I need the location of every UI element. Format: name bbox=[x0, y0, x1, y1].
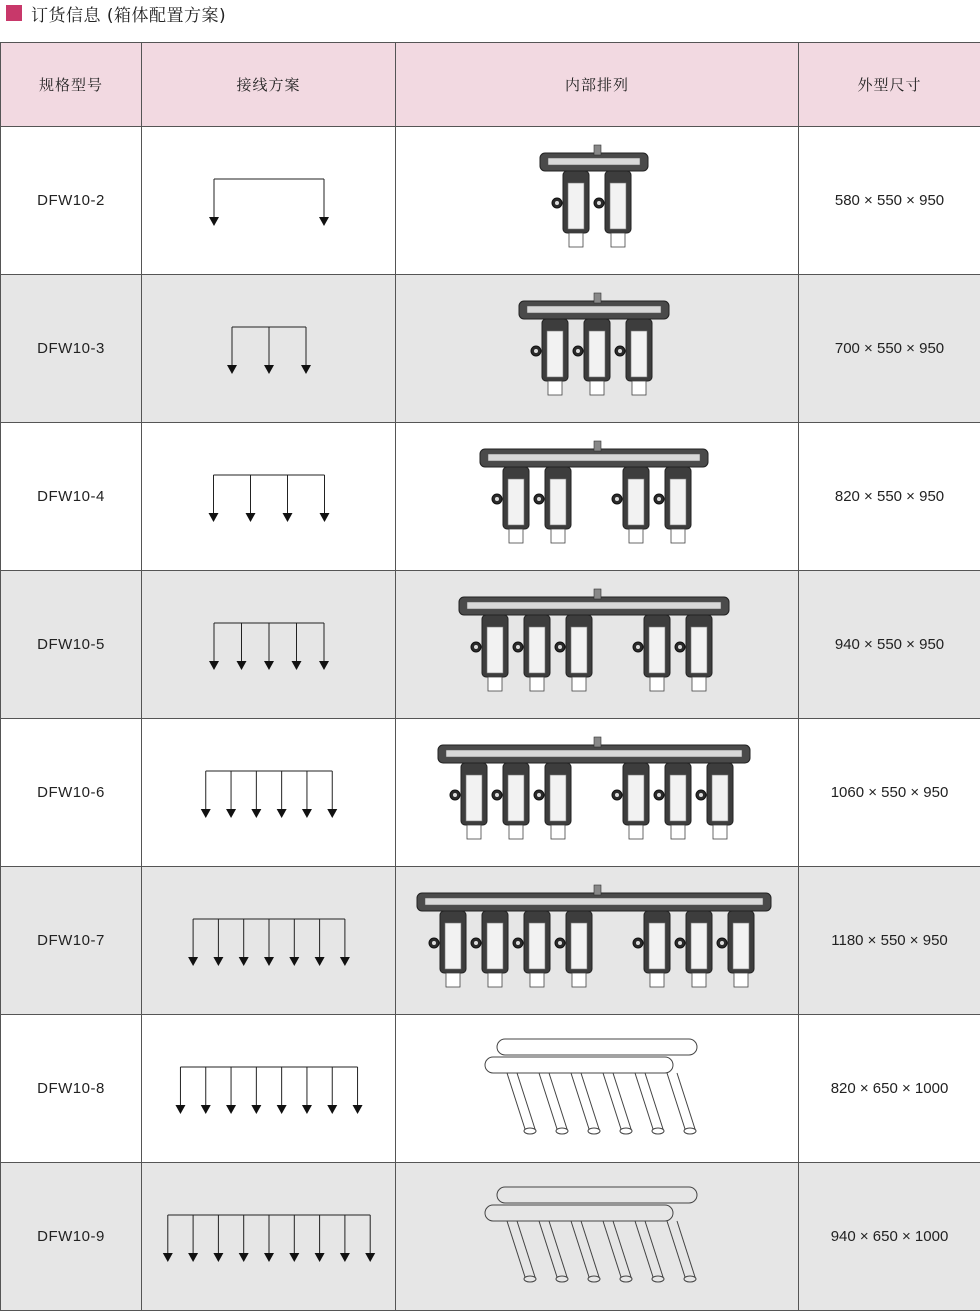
wiring-diagram-icon bbox=[154, 605, 384, 685]
bushing-unit bbox=[531, 319, 568, 395]
wiring-output-arrow bbox=[188, 919, 198, 966]
table-row bbox=[1, 127, 980, 275]
bushing-unit bbox=[534, 763, 571, 839]
wiring-output-arrow bbox=[264, 919, 274, 966]
column-header-wiring: 接线方案 bbox=[142, 43, 396, 127]
model-cell: DFW10-2 bbox=[1, 127, 142, 275]
bushing-unit bbox=[573, 319, 610, 395]
wiring-output-arrow bbox=[301, 1067, 311, 1114]
wiring-diagram-icon bbox=[154, 901, 384, 981]
bushing-unit bbox=[654, 763, 691, 839]
wiring-diagram-icon bbox=[154, 309, 384, 389]
wiring-cell bbox=[142, 127, 396, 275]
wiring-output-arrow bbox=[314, 1215, 324, 1262]
wiring-output-arrow bbox=[264, 327, 274, 374]
dimensions-cell: 580 × 550 × 950 bbox=[799, 127, 980, 275]
title-bar bbox=[0, 0, 226, 26]
wiring-output-arrow bbox=[226, 1067, 236, 1114]
layout-cell bbox=[396, 423, 799, 571]
bushing-unit bbox=[654, 467, 691, 543]
page-title: 订货信息 (箱体配置方案) bbox=[31, 5, 227, 26]
table-row bbox=[1, 1163, 980, 1311]
wiring-output-arrow bbox=[251, 771, 261, 818]
table-row bbox=[1, 867, 980, 1015]
wiring-diagram-icon bbox=[154, 161, 384, 241]
bushing-unit bbox=[675, 911, 712, 987]
dimensions-cell: 940 × 550 × 950 bbox=[799, 571, 980, 719]
dimensions-cell: 940 × 650 × 1000 bbox=[799, 1163, 980, 1311]
wiring-output-arrow bbox=[209, 179, 219, 226]
bushing-unit bbox=[594, 171, 631, 247]
layout-cell bbox=[396, 867, 799, 1015]
model-cell: DFW10-3 bbox=[1, 275, 142, 423]
wiring-output-arrow bbox=[289, 1215, 299, 1262]
wiring-output-arrow bbox=[226, 771, 236, 818]
bushing-unit bbox=[633, 911, 670, 987]
bushing-unit bbox=[450, 763, 487, 839]
square-bullet-icon bbox=[6, 5, 22, 21]
bushing-unit bbox=[492, 467, 529, 543]
dimensions-cell: 700 × 550 × 950 bbox=[799, 275, 980, 423]
wiring-output-arrow bbox=[282, 475, 292, 522]
wiring-output-arrow bbox=[339, 1215, 349, 1262]
wiring-output-arrow bbox=[314, 919, 324, 966]
bushing-unit bbox=[696, 763, 733, 839]
wiring-output-arrow bbox=[208, 475, 218, 522]
wiring-output-arrow bbox=[339, 919, 349, 966]
model-cell: DFW10-9 bbox=[1, 1163, 142, 1311]
wiring-output-arrow bbox=[175, 1067, 185, 1114]
wiring-output-arrow bbox=[276, 771, 286, 818]
busbar-layout-drawing bbox=[402, 723, 792, 863]
table-header-row bbox=[1, 43, 980, 127]
column-header-model: 规格型号 bbox=[1, 43, 142, 127]
wiring-output-arrow bbox=[213, 1215, 223, 1262]
dimensions-cell: 820 × 550 × 950 bbox=[799, 423, 980, 571]
layout-cell bbox=[396, 571, 799, 719]
model-cell: DFW10-6 bbox=[1, 719, 142, 867]
wiring-output-arrow bbox=[213, 919, 223, 966]
busbar-layout-drawing bbox=[402, 1019, 792, 1159]
model-cell: DFW10-8 bbox=[1, 1015, 142, 1163]
wiring-output-arrow bbox=[227, 327, 237, 374]
bushing-unit bbox=[471, 911, 508, 987]
wiring-diagram-icon bbox=[154, 1049, 384, 1129]
wiring-output-arrow bbox=[327, 1067, 337, 1114]
busbar-layout-drawing bbox=[402, 575, 792, 715]
wiring-output-arrow bbox=[162, 1215, 172, 1262]
wiring-output-arrow bbox=[301, 771, 311, 818]
busbar-layout-drawing bbox=[402, 131, 792, 271]
bushing-unit bbox=[534, 467, 571, 543]
bushing-unit bbox=[615, 319, 652, 395]
table-row bbox=[1, 1015, 980, 1163]
dimensions-cell: 820 × 650 × 1000 bbox=[799, 1015, 980, 1163]
column-header-layout: 内部排列 bbox=[396, 43, 799, 127]
wiring-output-arrow bbox=[200, 1067, 210, 1114]
bushing-unit bbox=[717, 911, 754, 987]
wiring-output-arrow bbox=[245, 475, 255, 522]
busbar-layout-drawing bbox=[402, 871, 792, 1011]
model-cell: DFW10-7 bbox=[1, 867, 142, 1015]
table-row bbox=[1, 423, 980, 571]
busbar-layout-drawing bbox=[402, 279, 792, 419]
bushing-unit bbox=[612, 467, 649, 543]
wiring-output-arrow bbox=[264, 1215, 274, 1262]
bushing-unit bbox=[555, 911, 592, 987]
layout-cell bbox=[396, 275, 799, 423]
wiring-cell bbox=[142, 571, 396, 719]
bushing-unit bbox=[513, 615, 550, 691]
wiring-output-arrow bbox=[209, 623, 219, 670]
table-row bbox=[1, 719, 980, 867]
wiring-cell bbox=[142, 867, 396, 1015]
bushing-unit bbox=[492, 763, 529, 839]
table-row bbox=[1, 275, 980, 423]
column-header-dimensions: 外型尺寸 bbox=[799, 43, 980, 127]
wiring-cell bbox=[142, 1163, 396, 1311]
wiring-output-arrow bbox=[200, 771, 210, 818]
wiring-cell bbox=[142, 1015, 396, 1163]
table-row bbox=[1, 571, 980, 719]
bushing-unit bbox=[675, 615, 712, 691]
layout-cell bbox=[396, 127, 799, 275]
wiring-output-arrow bbox=[291, 623, 301, 670]
wiring-output-arrow bbox=[236, 623, 246, 670]
wiring-output-arrow bbox=[276, 1067, 286, 1114]
wiring-output-arrow bbox=[319, 179, 329, 226]
layout-cell bbox=[396, 1015, 799, 1163]
layout-cell bbox=[396, 719, 799, 867]
wiring-output-arrow bbox=[352, 1067, 362, 1114]
wiring-output-arrow bbox=[319, 623, 329, 670]
wiring-diagram-icon bbox=[154, 1197, 384, 1277]
wiring-cell bbox=[142, 719, 396, 867]
bushing-unit bbox=[555, 615, 592, 691]
wiring-output-arrow bbox=[238, 1215, 248, 1262]
wiring-cell bbox=[142, 423, 396, 571]
bushing-unit bbox=[471, 615, 508, 691]
wiring-output-arrow bbox=[188, 1215, 198, 1262]
bushing-unit bbox=[513, 911, 550, 987]
wiring-output-arrow bbox=[238, 919, 248, 966]
wiring-output-arrow bbox=[365, 1215, 375, 1262]
model-cell: DFW10-4 bbox=[1, 423, 142, 571]
busbar-layout-drawing bbox=[402, 1167, 792, 1307]
ordering-table bbox=[0, 42, 980, 1311]
bushing-unit bbox=[633, 615, 670, 691]
wiring-output-arrow bbox=[251, 1067, 261, 1114]
layout-cell bbox=[396, 1163, 799, 1311]
wiring-cell bbox=[142, 275, 396, 423]
wiring-output-arrow bbox=[264, 623, 274, 670]
wiring-diagram-icon bbox=[154, 753, 384, 833]
wiring-output-arrow bbox=[319, 475, 329, 522]
wiring-output-arrow bbox=[289, 919, 299, 966]
wiring-diagram-icon bbox=[154, 457, 384, 537]
dimensions-cell: 1060 × 550 × 950 bbox=[799, 719, 980, 867]
wiring-output-arrow bbox=[301, 327, 311, 374]
model-cell: DFW10-5 bbox=[1, 571, 142, 719]
wiring-output-arrow bbox=[327, 771, 337, 818]
dimensions-cell: 1180 × 550 × 950 bbox=[799, 867, 980, 1015]
bushing-unit bbox=[612, 763, 649, 839]
bushing-unit bbox=[552, 171, 589, 247]
busbar-layout-drawing bbox=[402, 427, 792, 567]
bushing-unit bbox=[429, 911, 466, 987]
